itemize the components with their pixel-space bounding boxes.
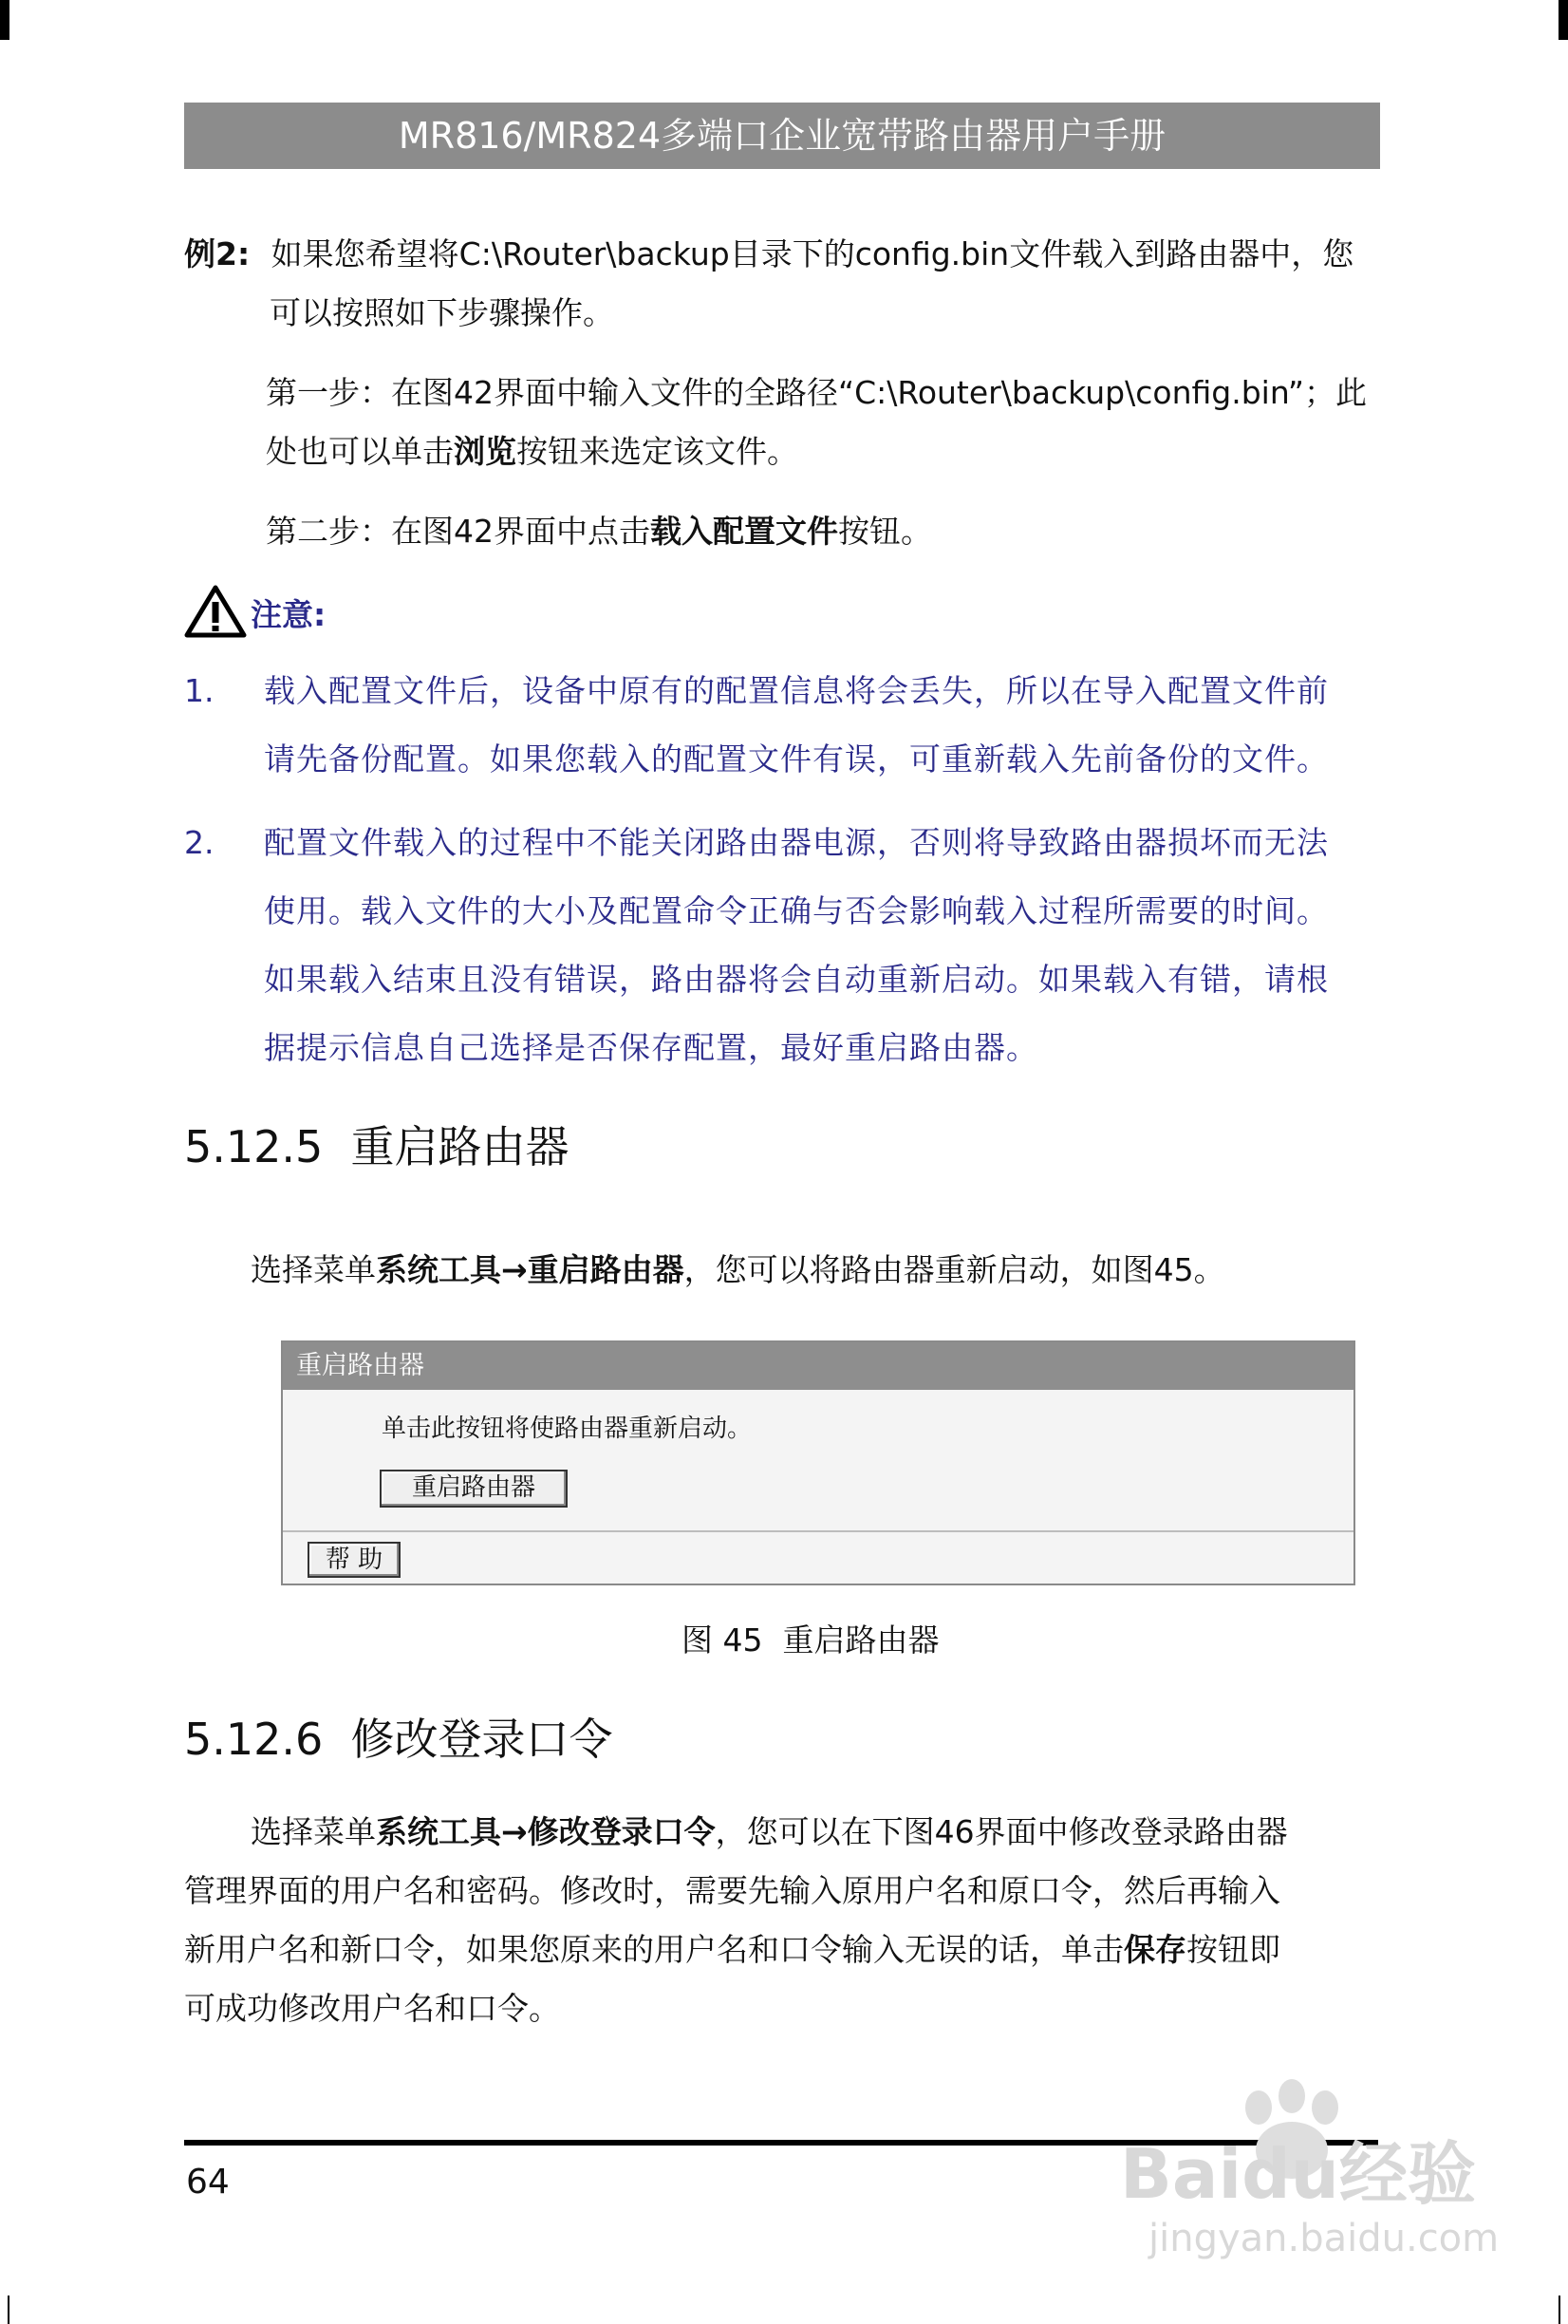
- reboot-panel-divider: [283, 1530, 1353, 1532]
- example2-line2: 可以按照如下步骤操作。: [270, 294, 614, 331]
- section-heading-reboot: 5.12.5 重启路由器: [184, 1121, 569, 1172]
- step1-line2: [266, 433, 798, 471]
- page-number: 64: [186, 2163, 230, 2202]
- password-p3-post: 按钮即: [1186, 1931, 1280, 1968]
- example2-line1: [184, 235, 1353, 273]
- crop-mark-top-left: [0, 0, 9, 40]
- password-paragraph-line-2: 管理界面的用户名和密码。修改时，需要先输入原用户名和原口令，然后再输入: [184, 1872, 1280, 1909]
- password-menu-path: 系统工具→修改登录口令: [376, 1813, 716, 1850]
- step2-line: [266, 513, 932, 551]
- notice-item-2-line-2: 使用。载入文件的大小及配置命令正确与否会影响载入过程所需要的时间。: [264, 892, 1329, 929]
- step1-line1: 第一步：在图42界面中输入文件的全路径“C:\Router\backup\config.bin”；此: [266, 374, 1368, 411]
- crop-mark-bottom-right: [1559, 2296, 1560, 2324]
- password-paragraph-line-3: [184, 1931, 1280, 1969]
- example2-text-1: 如果您希望将C:\Router\backup目录下的config.bin文件载入到路由器中，您: [271, 235, 1354, 272]
- password-paragraph-line-1: [251, 1813, 1288, 1851]
- notice-item-2-line-1: 配置文件载入的过程中不能关闭路由器电源，否则将导致路由器损坏而无法: [264, 824, 1329, 861]
- step1-text-post: 按钮来选定该文件。: [516, 433, 798, 470]
- notice-item-2-line-4: 据提示信息自己选择是否保存配置，最好重启路由器。: [264, 1029, 1038, 1066]
- step2-text-post: 按钮。: [838, 513, 932, 550]
- notice-item-2-number: 2.: [184, 824, 215, 861]
- reboot-intro-pre: 选择菜单: [251, 1251, 376, 1288]
- browse-term: 浏览: [454, 433, 516, 470]
- password-p3-pre: 新用户名和新口令，如果您原来的用户名和口令输入无误的话，单击: [184, 1931, 1124, 1968]
- reboot-intro: [251, 1251, 1225, 1289]
- step2-text-pre: 第二步：在图42界面中点击: [266, 513, 650, 550]
- crop-mark-bottom-left: [8, 2296, 9, 2324]
- notice-item-1-line-2: 请先备份配置。如果您载入的配置文件有误，可重新载入先前备份的文件。: [264, 740, 1329, 778]
- section-heading-password: 5.12.6 修改登录口令: [184, 1714, 613, 1765]
- reboot-intro-post: ，您可以将路由器重新启动，如图45。: [683, 1251, 1225, 1288]
- notice-item-1-number: 1.: [184, 672, 215, 709]
- notice-item-2-line-3: 如果载入结束且没有错误，路由器将会自动重新启动。如果载入有错，请根: [264, 961, 1329, 998]
- password-paragraph-line-4: 可成功修改用户名和口令。: [184, 1990, 560, 2027]
- notice-item-1-line-1: 载入配置文件后，设备中原有的配置信息将会丢失，所以在导入配置文件前: [264, 672, 1329, 709]
- help-button[interactable]: 帮 助: [308, 1542, 401, 1578]
- reboot-menu-path: 系统工具→重启路由器: [376, 1251, 684, 1288]
- password-p1-post: ，您可以在下图46界面中修改登录路由器: [715, 1813, 1288, 1850]
- reboot-panel-title: 重启路由器: [283, 1342, 1353, 1390]
- watermark-brand: Baidu经验: [1120, 2134, 1476, 2214]
- step1-text-pre: 处也可以单击: [266, 433, 454, 470]
- save-term: 保存: [1124, 1931, 1186, 1968]
- reboot-panel-description: 单击此按钮将使路由器重新启动。: [382, 1415, 753, 1443]
- figure-caption: 图 45 重启路由器: [681, 1621, 940, 1659]
- notice-title: 注意:: [251, 596, 327, 633]
- reboot-panel: [281, 1340, 1355, 1585]
- password-p1-pre: 选择菜单: [251, 1813, 376, 1850]
- watermark-url: jingyan.baidu.com: [1148, 2217, 1500, 2260]
- crop-mark-top-right: [1559, 0, 1568, 40]
- load-config-term: 载入配置文件: [650, 513, 838, 550]
- reboot-button[interactable]: 重启路由器: [380, 1470, 568, 1508]
- example2-label: 例2:: [184, 235, 251, 272]
- page-header: MR816/MR824多端口企业宽带路由器用户手册: [184, 103, 1380, 169]
- warning-icon: [184, 585, 247, 638]
